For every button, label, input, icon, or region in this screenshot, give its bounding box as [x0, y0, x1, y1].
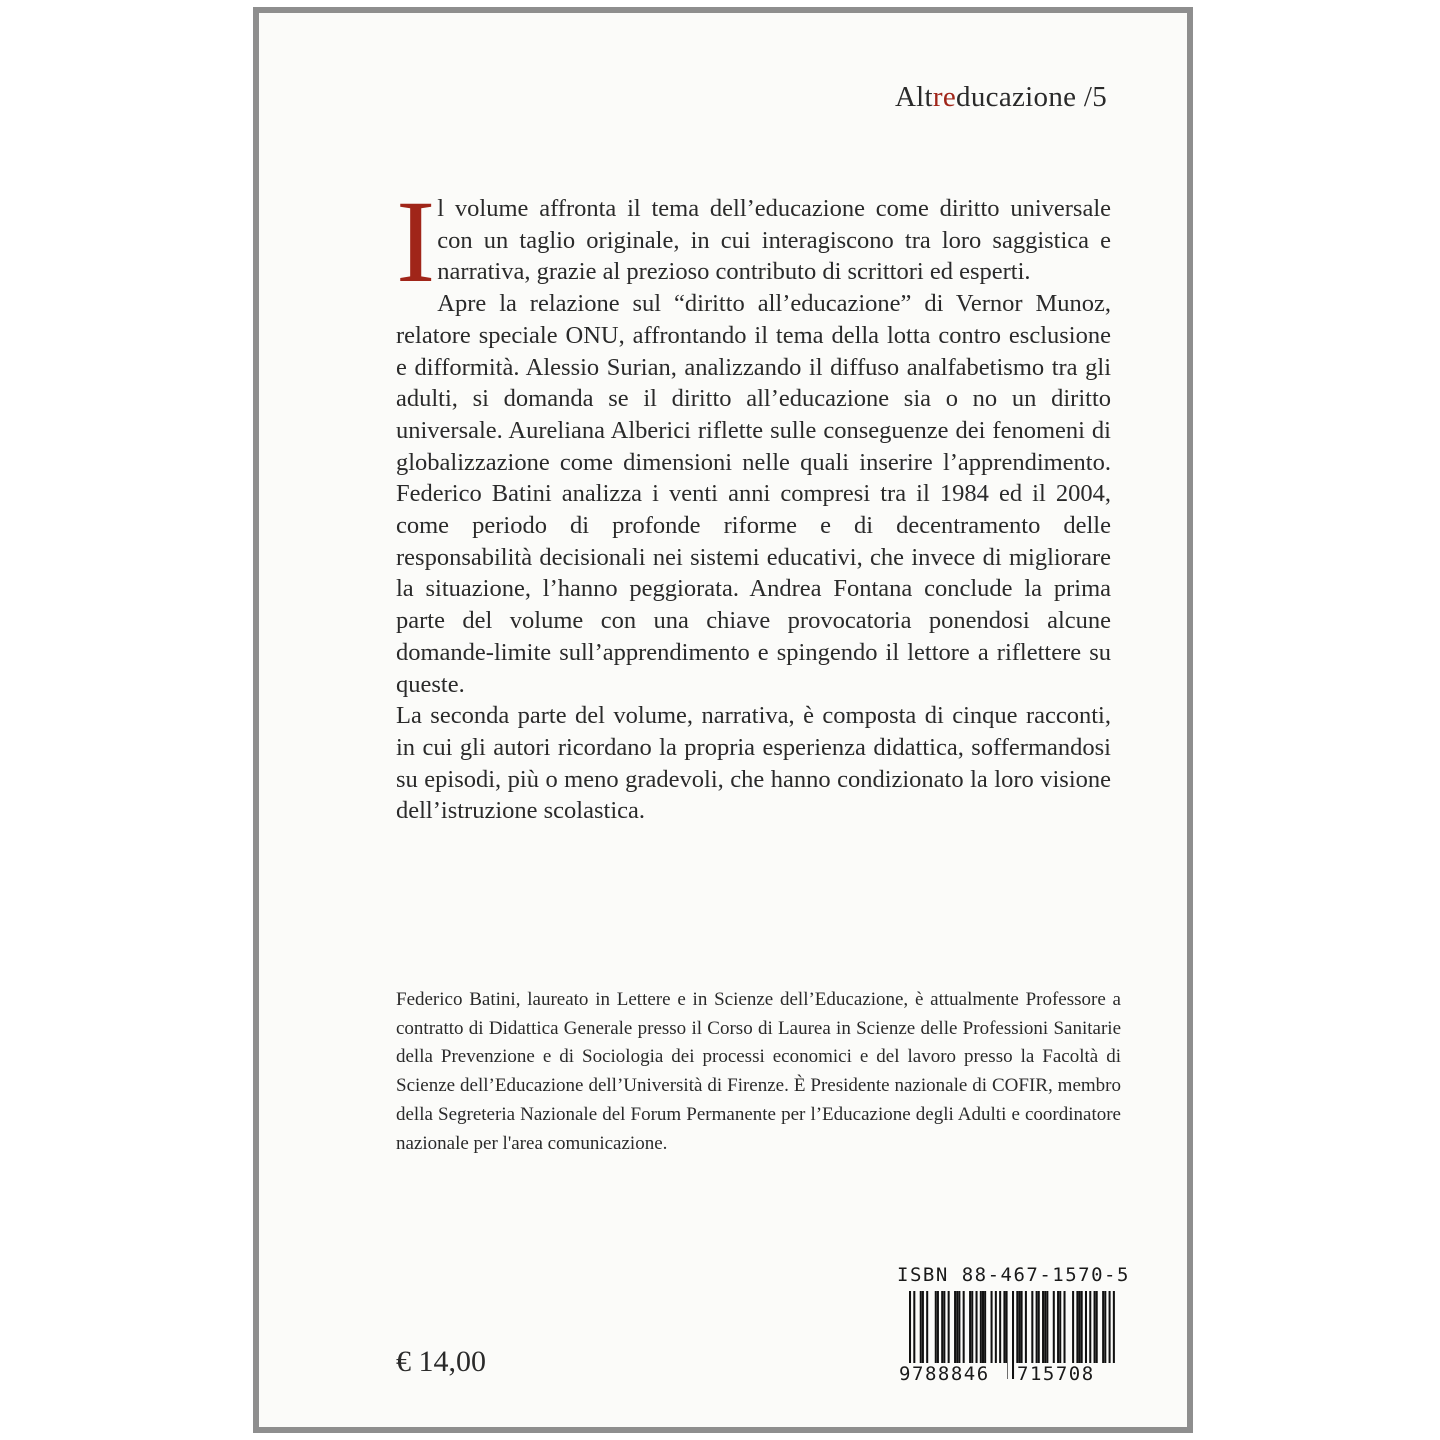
- series-title-start: Alt: [894, 81, 933, 113]
- blurb-paragraph-intro: [396, 176, 1111, 307]
- series-title-end: ducazione /5: [956, 81, 1107, 113]
- back-cover: [253, 7, 1193, 1433]
- blurb-paragraph-stories: La seconda parte del volume, narrativa, è composta di cinque racconti, in cui gli autori ricordano la propria esperienza didattica, soffermandosi su episodi, più o meno gradevoli, che hanno condizionato la loro visione dell’istruzione scolastica.: [396, 702, 1111, 825]
- barcode-digits-left: 788846: [912, 1363, 990, 1383]
- isbn-barcode: [899, 1291, 1125, 1383]
- barcode-digit-lead: 9: [899, 1363, 911, 1383]
- drop-cap: I: [396, 176, 436, 307]
- blurb-paragraph-essays: Apre la relazione sul “diritto all’educazione” di Vernor Munoz, relatore speciale ONU, affrontando il tema della lotta contro esclusione e difformità. Alessio Surian, analizzando il diffuso analfabetismo tra gli adulti, si domanda se il diritto all’educazione sia o no un diritto universale. Aureliana Alberici riflette sulle conseguenze dei fenomeni di globalizzazione come dimensioni nelle quali inserire l’apprendimento. Federico Batini analizza i venti anni compresi tra il 1984 ed il 2004, come periodo di profonde riforme e di decentramento delle responsabilità decisionali nei sistemi educativi, che invece di migliorare la situazione, l’hanno peggiorata. Andrea Fontana conclude la prima parte del volume con una chiave provocatoria ponendosi alcune domande-limite sull’apprendimento e spingendo il lettore a riflettere su queste.: [396, 290, 1111, 698]
- barcode-digits-right: 715708: [1017, 1363, 1095, 1383]
- price: € 14,00: [396, 1345, 486, 1378]
- series-title-accent: re: [932, 81, 957, 113]
- series-title: [895, 81, 1107, 114]
- blurb: [396, 176, 1111, 827]
- author-bio: Federico Batini, laureato in Lettere e in Scienze dell’Educazione, è attualmente Professore a contratto di Didattica Generale presso il Corso di Laurea in Scienze delle Professioni Sanitarie della Prevenzione e di Sociologia dei processi economici e del lavoro presso la Facoltà di Scienze dell’Educazione dell’Università di Firenze. È Presidente nazionale di COFIR, membro della Segreteria Nazionale del Forum Permanente per l’Educazione degli Adulti e coordinatore nazionale per l'area comunicazione.: [396, 989, 1121, 1154]
- barcode-bar: [1012, 1291, 1014, 1379]
- blurb-paragraph-intro-text: l volume affronta il tema dell’educazione come diritto universale con un taglio originale, in cui interagiscono tra loro saggistica e narrativa, grazie al prezioso contributo di scrittori ed esperti.: [437, 195, 1111, 286]
- isbn-label: ISBN 88-467-1570-5: [897, 1264, 1130, 1286]
